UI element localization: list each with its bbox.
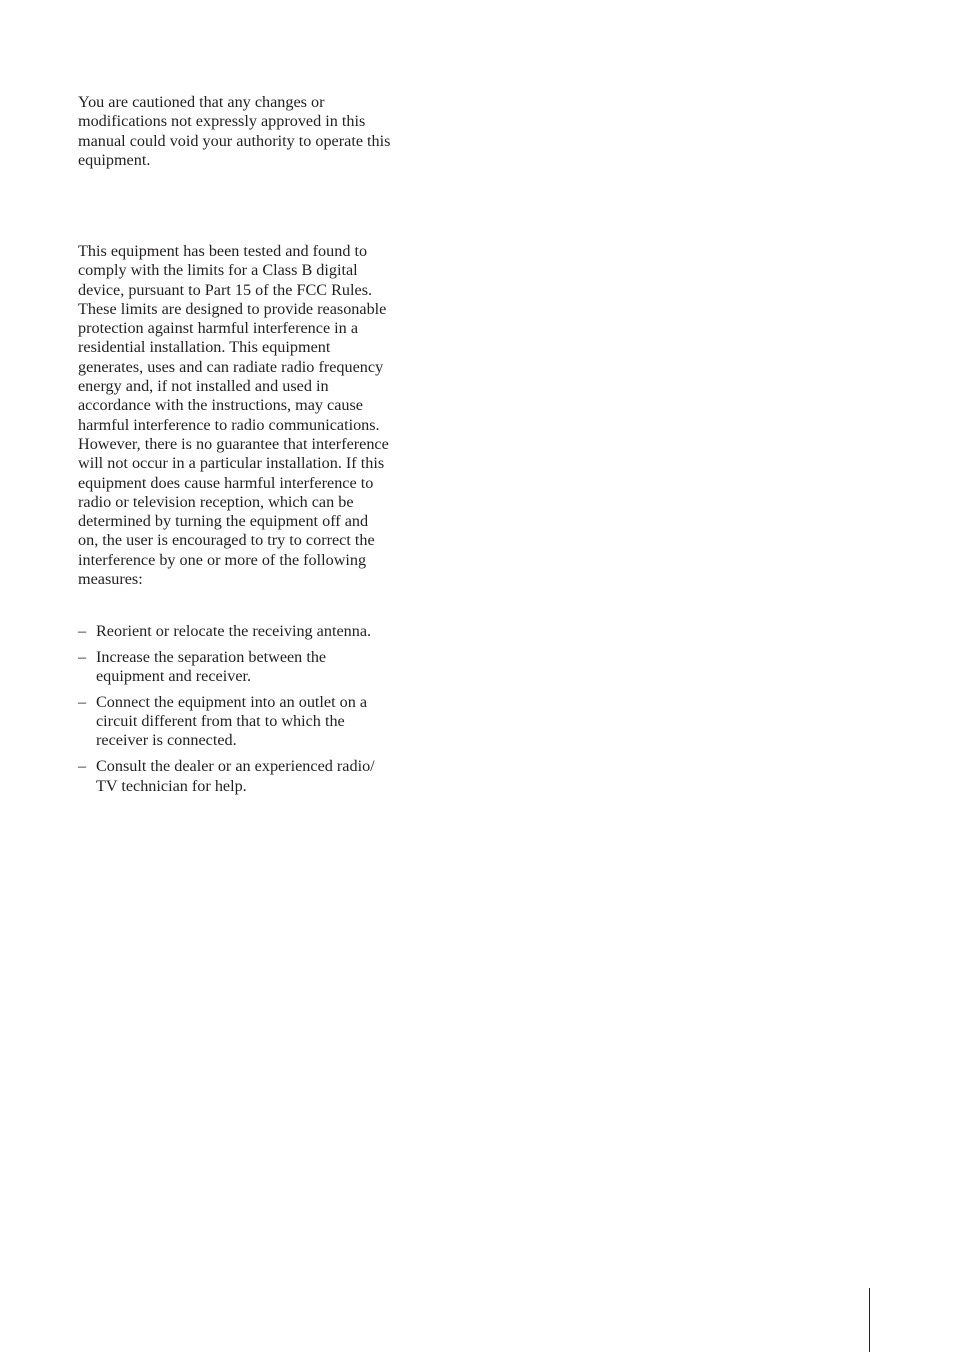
text-line: Increase the separation between the	[96, 647, 327, 666]
text-line: residential installation. This equipment	[78, 338, 331, 357]
caution-paragraph	[78, 93, 450, 170]
measures-list	[78, 622, 450, 802]
text-line: Connect the equipment into an outlet on a	[96, 692, 368, 711]
page-edge-rule	[869, 1288, 870, 1352]
text-line: will not occur in a particular installation. If this	[78, 454, 385, 473]
dash-bullet: –	[78, 622, 87, 640]
text-line: measures:	[78, 570, 143, 589]
list-item-text	[96, 757, 450, 796]
text-line: Consult the dealer or an experienced radio/	[96, 757, 375, 776]
dash-bullet: –	[78, 647, 87, 666]
list-item	[78, 648, 450, 687]
text-line: This equipment has been tested and found to	[78, 242, 368, 260]
text-line: equipment and receiver.	[96, 667, 252, 686]
text-line: receiver is connected.	[96, 731, 237, 750]
text-line: device, pursuant to Part 15 of the FCC Rules.	[78, 280, 373, 299]
list-item-text	[96, 693, 450, 751]
text-line: generates, uses and can radiate radio frequency	[78, 357, 384, 376]
dash-bullet: –	[78, 692, 87, 711]
text-line: harmful interference to radio communications.	[78, 415, 380, 434]
text-line: on, the user is encouraged to try to correct the	[78, 531, 375, 550]
dash-bullet: –	[78, 757, 87, 776]
list-item-text	[96, 622, 450, 641]
text-line: energy and, if not installed and used in	[78, 377, 329, 396]
text-line: protection against harmful interference in a	[78, 319, 359, 338]
text-line: However, there is no guarantee that interference	[78, 434, 389, 453]
text-line: determined by turning the equipment off and	[78, 512, 369, 531]
text-line: manual could void your authority to operate this	[78, 131, 391, 150]
fcc-statement-text	[78, 242, 450, 589]
list-item	[78, 622, 450, 641]
text-line: equipment.	[78, 150, 151, 169]
text-line: comply with the limits for a Class B digital	[78, 261, 358, 280]
caution-text	[78, 93, 450, 170]
text-line: accordance with the instructions, may cause	[78, 396, 363, 415]
list-item-text	[96, 648, 450, 687]
text-line: equipment does cause harmful interference to	[78, 473, 374, 492]
text-line: circuit different from that to which the	[96, 712, 345, 731]
text-line: modifications not expressly approved in this	[78, 112, 366, 131]
text-line: These limits are designed to provide reasonable	[78, 299, 387, 318]
fcc-statement-paragraph	[78, 242, 450, 589]
list-item	[78, 757, 450, 796]
text-line: radio or television reception, which can be	[78, 492, 354, 511]
text-line: Reorient or relocate the receiving antenna.	[96, 622, 372, 640]
list-item	[78, 693, 450, 751]
text-line: You are cautioned that any changes or	[78, 93, 325, 111]
text-line: TV technician for help.	[96, 776, 247, 795]
text-line: interference by one or more of the following	[78, 550, 367, 569]
